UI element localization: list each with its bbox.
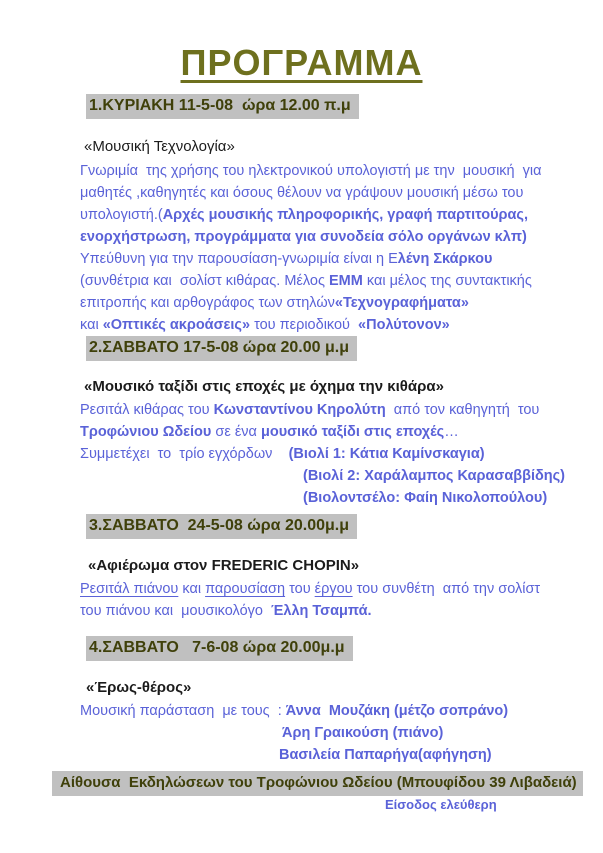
- text-segment: Μουσική παράσταση με τους :: [80, 703, 286, 719]
- text-segment: και μέλος της συντακτικής: [362, 273, 532, 289]
- text-segment: Βασιλεία Παπαρήγα(αφήγηση): [279, 747, 492, 763]
- text-segment: του πιάνου και μουσικολόγο: [80, 603, 272, 619]
- text-segment: σε ένα: [211, 424, 261, 440]
- text-segment: ΕΜΜ: [329, 273, 363, 289]
- section-2-subtitle: «Μουσικό ταξίδι στις εποχές με όχημα την κιθάρα»: [84, 378, 444, 395]
- section-3-date-header: 3.ΣΑΒΒΑΤΟ 24-5-08 ώρα 20.00μ.μ: [86, 514, 357, 539]
- text-line: [80, 443, 603, 465]
- text-line: [80, 292, 603, 314]
- text-segment: (Βιολί 1: Κάτια Καμίνσκαγια): [288, 446, 485, 462]
- admission-note: Είσοδος ελεύθερη: [385, 797, 497, 812]
- text-line: [80, 226, 603, 248]
- text-segment: μουσικό ταξίδι στις εποχές: [260, 424, 445, 440]
- text-segment: «Οπτικές ακροάσεις»: [102, 317, 251, 333]
- text-line: [80, 399, 603, 421]
- text-line: [80, 314, 603, 336]
- section-1-subtitle: «Μουσική Τεχνολογία»: [84, 138, 235, 155]
- text-segment: από τον καθηγητή του: [385, 402, 540, 418]
- text-segment: (συνθέτρια και σολίστ κιθάρας. Μέλος: [80, 273, 329, 289]
- section-2-body: [80, 399, 603, 509]
- text-segment: Τροφώνιου Ωδείου: [80, 424, 212, 440]
- section-3-subtitle: «Αφιέρωμα στον FREDERIC CHOPIN»: [88, 557, 360, 574]
- text-segment: Ρεσιτάλ κιθάρας του: [80, 402, 214, 418]
- section-4-date-header: 4.ΣΑΒΒΑΤΟ 7-6-08 ώρα 20.00μ.μ: [86, 636, 353, 661]
- text-segment: Υπεύθυνη για την παρουσίαση-γνωριμία είναι η Ε: [80, 251, 398, 267]
- text-line: [303, 465, 603, 487]
- section-2-date-header: 2.ΣΑΒΒΑΤΟ 17-5-08 ώρα 20.00 μ.μ: [86, 336, 357, 361]
- section-1-body: [80, 160, 603, 336]
- text-segment: και: [80, 317, 103, 333]
- text-segment: παρουσίαση: [205, 581, 286, 597]
- text-line: [80, 600, 603, 622]
- text-segment: (Βιολοντσέλο: Φαίη Νικολοπούλου): [303, 490, 548, 506]
- text-line: [80, 204, 603, 226]
- text-segment: …: [444, 424, 459, 440]
- text-segment: «Τεχνογραφήματα»: [334, 295, 469, 311]
- text-segment: του συνθέτη από την σολίστ: [352, 581, 541, 597]
- text-line: [303, 487, 603, 509]
- text-segment: Άρη Γραικούση (πιάνο): [282, 725, 444, 741]
- section-3-body: [80, 578, 603, 622]
- text-line: [282, 722, 603, 744]
- text-segment: Συμμετέχει το τρίο εγχόρδων: [80, 446, 289, 462]
- text-segment: Άννα Μουζάκη (μέτζο σοπράνο): [285, 703, 509, 719]
- text-segment: και: [178, 581, 206, 597]
- text-line: [80, 270, 603, 292]
- text-segment: Γνωριμία της χρήσης του ηλεκτρονικού υπολογιστή με την μουσική για: [80, 163, 542, 179]
- text-segment: υπολογιστή.(: [80, 207, 163, 223]
- text-segment: (Βιολί 2: Χαράλαμπος Καρασαββίδης): [303, 468, 566, 484]
- venue-bar: Αίθουσα Εκδηλώσεων του Τροφώνιου Ωδείου (Μπουφίδου 39 Λιβαδειά): [52, 771, 583, 796]
- text-segment: λένη Σκάρκου: [397, 251, 493, 267]
- text-line: [80, 248, 603, 270]
- text-segment: «Πολύτονον»: [358, 317, 450, 333]
- text-line: [279, 744, 603, 766]
- text-line: [80, 421, 603, 443]
- text-segment: του περιοδικού: [250, 317, 359, 333]
- text-line: [80, 182, 603, 204]
- text-segment: μαθητές ,καθηγητές και όσους θέλουν να γράψουν μουσική μέσω του: [80, 185, 524, 201]
- text-segment: του: [285, 581, 315, 597]
- text-segment: Αρχές μουσικής πληροφορικής, γραφή παρτιτούρας,: [162, 207, 528, 223]
- text-segment: ενορχήστρωση, προγράμματα για συνοδεία σόλο οργάνων κλπ): [80, 229, 527, 245]
- section-4-body: [80, 700, 603, 766]
- text-segment: Κωνσταντίνου Κηρολύτη: [213, 402, 386, 418]
- text-segment: επιτροπής και αρθογράφος των στηλών: [80, 295, 335, 311]
- text-segment: έργου: [314, 581, 353, 597]
- text-line: [80, 700, 603, 722]
- page-title: ΠΡΟΓΡΑΜΜΑ: [180, 42, 423, 83]
- text-segment: Έλλη Τσαμπά.: [271, 603, 372, 619]
- section-1-date-header: 1.ΚΥΡΙΑΚΗ 11-5-08 ώρα 12.00 π.μ: [86, 94, 359, 119]
- text-line: [80, 160, 603, 182]
- text-line: [80, 578, 603, 600]
- text-segment: Ρεσιτάλ πιάνου: [80, 581, 179, 597]
- section-4-subtitle: «Έρως-θέρος»: [86, 679, 192, 696]
